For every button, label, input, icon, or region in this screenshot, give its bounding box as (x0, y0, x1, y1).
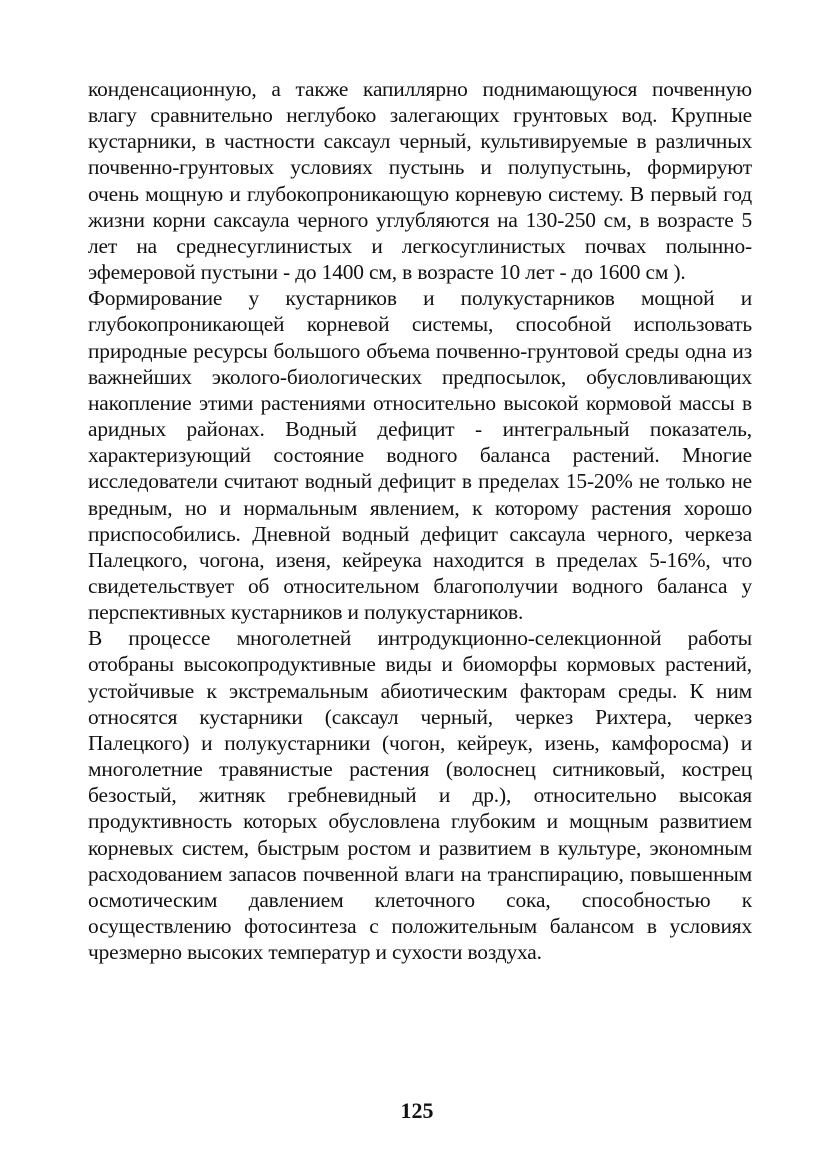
paragraph-3: В процессе многолетней интродукционно-селекционной работы отобраны высокопродуктивные виды и биоморфы кормовых растений, устойчивые к экстремальным абиотическим факторам среды. К ним относятся кустарники (саксаул черный, черкез Рихтера, черкез Палецкого) и полукустарники (чогон, кейреук, изень, камфоросма) и многолетние травянистые растения (волоснец ситниковый, кострец безостый, житняк гребневидный и др.), относительно высокая продуктивность которых обусловлена глубоким и мощным развитием корневых систем, быстрым ростом и развитием в культуре, экономным расходованием запасов почвенной влаги на транспирацию, повышенным осмотическим давлением клеточного сока, способностью к осуществлению фотосинтеза с положительным балансом в условиях чрезмерно высоких температур и сухости воздуха. (88, 626, 752, 965)
paragraph-2: Формирование у кустарников и полукустарников мощной и глубокопроникающей корневой системы, способной использовать природные ресурсы большого объема почвенно-грунтовой среды одна из важнейших эколого-биологических предпосылок, обусловливающих накопление этими растениями относительно высокой кормовой массы в аридных районах. Водный дефицит - интегральный показатель, характеризующий состояние водного баланса растений. Многие исследователи считают водный дефицит в пределах 15-20% не только не вредным, но и нормальным явлением, к которому растения хорошо приспособились. Дневной водный дефицит саксаула черного, черкеза Палецкого, чогона, изеня, кейреука находится в пределах 5-16%, что свидетельствует об относительном благополучии водного баланса у перспективных кустарников и полукустарников. (88, 286, 752, 625)
paragraph-1: конденсационную, а также капиллярно поднимающуюся почвенную влагу сравнительно неглубоко залегающих грунтовых вод. Крупные кустарники, в частности саксаул черный, культивируемые в различных почвенно-грунтовых условиях пустынь и полупустынь, формируют очень мощную и глубокопроникающую корневую систему. В первый год жизни корни саксаула черного углубляются на 130-250 см, в возрасте 5 лет на среднесуглинистых и легкосуглинистых почвах полынно-эфемеровой пустыни - до 1400 см, в возрасте 10 лет - до 1600 см ). (88, 77, 752, 285)
body-text (88, 76, 752, 965)
page-number: 125 (400, 1098, 434, 1123)
